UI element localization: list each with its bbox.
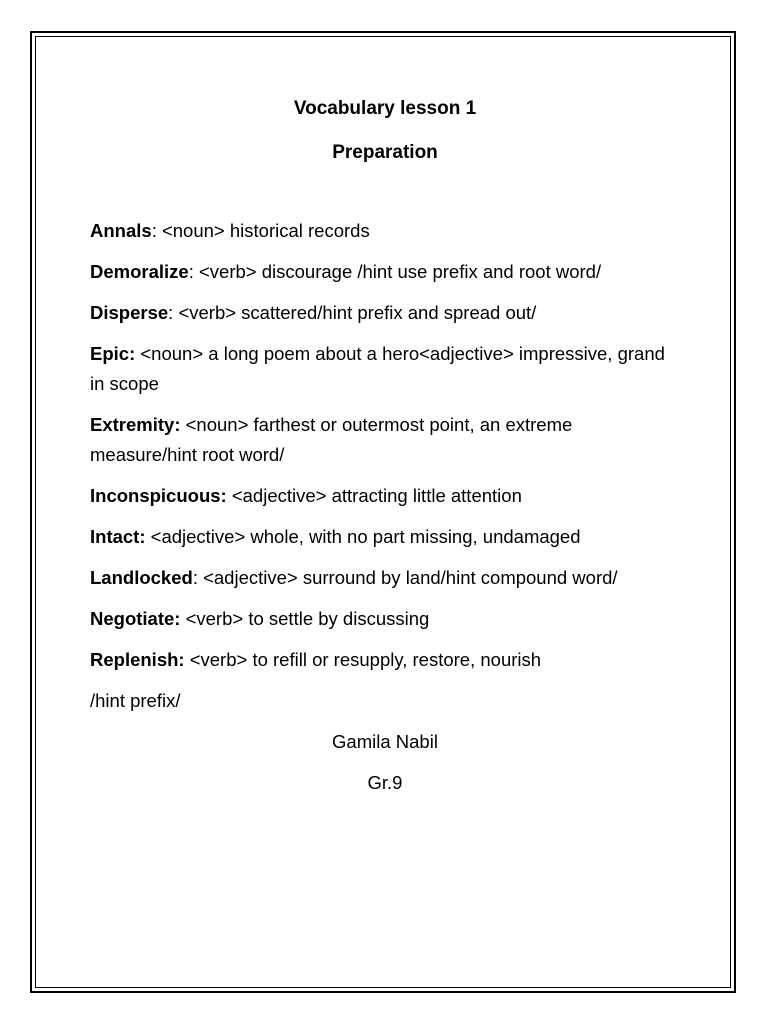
vocab-entry bbox=[90, 216, 680, 246]
vocab-entry bbox=[90, 645, 680, 675]
vocab-definition: <adjective> surround by land/hint compound word/ bbox=[203, 567, 618, 588]
term-separator: : bbox=[188, 261, 199, 282]
vocab-entry bbox=[90, 339, 680, 399]
vocab-entry bbox=[90, 257, 680, 287]
author-name: Gamila Nabil bbox=[332, 731, 438, 752]
vocab-term: Extremity: bbox=[90, 414, 181, 435]
vocab-definition: <adjective> attracting little attention bbox=[231, 485, 522, 506]
vocab-term: Disperse bbox=[90, 302, 169, 323]
vocab-definition: <noun> a long poem about a hero<adjective> impressive, grand in scope bbox=[90, 343, 665, 394]
term-separator: : bbox=[151, 220, 162, 241]
vocab-definition: <noun> historical records bbox=[161, 220, 370, 241]
vocab-term: Negotiate: bbox=[90, 608, 181, 629]
document-subtitle: Preparation bbox=[332, 142, 438, 163]
term-separator: : bbox=[168, 302, 179, 323]
hint-continuation: /hint prefix/ bbox=[90, 690, 181, 711]
vocab-term: Replenish: bbox=[90, 649, 185, 670]
vocab-entry bbox=[90, 298, 680, 328]
vocab-definition: <verb> to settle by discussing bbox=[185, 608, 430, 629]
vocab-definition: <verb> to refill or resupply, restore, nourish bbox=[189, 649, 542, 670]
vocab-entry bbox=[90, 481, 680, 511]
vocab-definition: <verb> scattered/hint prefix and spread out/ bbox=[178, 302, 537, 323]
grade-label: Gr.9 bbox=[367, 772, 403, 793]
vocab-term: Landlocked bbox=[90, 567, 193, 588]
document-title: Vocabulary lesson 1 bbox=[293, 98, 477, 119]
vocab-term: Annals bbox=[90, 220, 152, 241]
vocab-entry bbox=[90, 563, 680, 593]
vocab-definition: <noun> farthest or outermost point, an extreme measure/hint root word/ bbox=[90, 414, 573, 465]
vocab-term: Epic: bbox=[90, 343, 136, 364]
vocab-entry bbox=[90, 604, 680, 634]
vocab-term: Inconspicuous: bbox=[90, 485, 227, 506]
vocab-term: Intact: bbox=[90, 526, 146, 547]
vocab-definition: <verb> discourage /hint use prefix and root word/ bbox=[199, 261, 602, 282]
document-body bbox=[90, 96, 680, 809]
vocab-term: Demoralize bbox=[90, 261, 189, 282]
vocab-entry bbox=[90, 410, 680, 470]
term-separator: : bbox=[192, 567, 204, 588]
vocab-definition: <adjective> whole, with no part missing, undamaged bbox=[150, 526, 581, 547]
vocab-entry bbox=[90, 522, 680, 552]
